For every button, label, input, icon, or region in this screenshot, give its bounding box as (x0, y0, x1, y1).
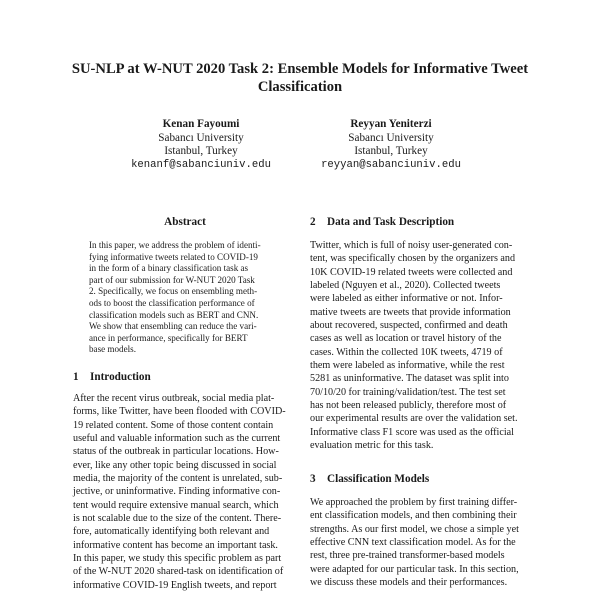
author-block-1 (101, 118, 301, 172)
body-line: strengths. As our first model, we chose a simple yet (310, 523, 519, 535)
body-line: informative COVID-19 English tweets, and report (73, 579, 277, 591)
section-number: 1 (73, 371, 79, 383)
section-title: Data and Task Description (327, 216, 455, 228)
author-name: Kenan Fayoumi (162, 118, 240, 130)
body-line: ever, like any other topic being discussed in social (73, 459, 277, 471)
author-location: Istanbul, Turkey (354, 145, 428, 158)
body-line: were adapted for our particular task. In this section, (310, 563, 519, 575)
body-line: We approached the problem by first training differ- (310, 497, 518, 508)
body-line: status of the outbreak in particular locations. How- (73, 446, 279, 458)
body-line: our experimental results are over the validation set. (310, 413, 518, 425)
section-body-introduction (73, 392, 297, 592)
author-name: Reyyan Yeniterzi (350, 118, 432, 130)
abstract-body (89, 240, 281, 356)
body-line: media, the majority of the content is unrelated, sub- (73, 473, 283, 485)
body-line: has not been released publicly, therefore most of (310, 400, 507, 412)
body-line: 70/10/20 for training/validation/test. The test set (310, 386, 506, 398)
abstract-line: ance in performance, specifically for BERT (89, 332, 248, 343)
abstract-line: part of our submission for W-NUT 2020 Task (89, 274, 255, 285)
body-line: is not scalable due to the size of the content. There- (73, 513, 282, 525)
body-line: them were labeled as informative, while the rest (310, 360, 505, 372)
section-number: 2 (310, 216, 316, 228)
body-line: After the recent virus outbreak, social media plat- (73, 393, 275, 404)
author-affiliation: Sabancı University (348, 131, 434, 144)
body-line: 19 related content. Some of those content contain (73, 419, 274, 431)
body-line: cases as well as location or travel history of the (310, 333, 502, 345)
body-line: useful and valuable information such as the current (73, 433, 281, 445)
body-line: mative tweets are tweets that provide information (310, 306, 511, 318)
body-line: cases. Within the collected 10K tweets, 4719 of (310, 346, 503, 358)
section-number: 3 (310, 473, 316, 485)
body-line: tent, was specifically chosen by the organizers and (310, 253, 516, 265)
body-line: 10K COVID-19 related tweets were collected and (310, 266, 513, 278)
paper-title (60, 60, 540, 96)
author-location: Istanbul, Turkey (164, 145, 238, 158)
title-line-2: Classification (257, 79, 343, 95)
body-line: Informative class F1 score was used as the official (310, 426, 514, 438)
body-line: forms, like Twitter, have been flooded with COVID- (73, 406, 286, 418)
body-line: In this paper, we study this specific problem as part (73, 553, 282, 565)
body-line: labeled (Nguyen et al., 2020). Collected tweets (310, 280, 501, 292)
body-line: about recovered, suspected, confirmed and death (310, 320, 508, 332)
author-affiliation: Sabancı University (158, 131, 244, 144)
body-line: rest, three pre-trained transformer-based models (310, 550, 505, 562)
author-block-2 (291, 118, 491, 172)
body-line: fore, automatically identifying both relevant and (73, 526, 270, 538)
body-line: of the W-NUT 2020 shared-task on identification of (73, 566, 284, 578)
body-line: tent would require extensive manual search, which (73, 499, 279, 511)
abstract-heading: Abstract (164, 216, 206, 228)
body-line: effective CNN text classification model. As for the (310, 537, 516, 549)
abstract-line: fying informative tweets related to COVID-19 (89, 251, 258, 262)
section-heading-introduction (73, 370, 151, 384)
author-email: kenanf@sabanciuniv.edu (131, 158, 271, 171)
section-heading-data-and-task (310, 215, 454, 229)
section-title: Introduction (90, 371, 151, 383)
body-line: informative content has become an important task. (73, 539, 278, 551)
section-heading-classification-models (310, 472, 429, 486)
title-line-1: SU-NLP at W-NUT 2020 Task 2: Ensemble Models for Informative Tweet (71, 61, 529, 77)
body-line: ent classification models, and then combining their (310, 510, 517, 522)
abstract-line: ods to boost the classification performance of (89, 297, 255, 308)
section-body-classification-models (310, 496, 533, 589)
abstract-line: in the form of a binary classification task as (89, 263, 249, 274)
abstract-line: We show that ensembling can reduce the vari- (89, 321, 257, 332)
body-line: we discuss these models and their performances. (310, 577, 508, 589)
abstract-line: classification models such as BERT and CNN. (89, 309, 259, 320)
body-line: 5281 as uninformative. The dataset was split into (310, 373, 509, 385)
body-line: Twitter, which is full of noisy user-generated con- (310, 240, 513, 251)
abstract-line: 2. Specifically, we focus on ensembling meth- (89, 286, 258, 297)
body-line: evaluation metric for this task. (310, 440, 434, 452)
body-line: jective, or uninformative. Finding informative con- (73, 486, 281, 498)
author-email: reyyan@sabanciuniv.edu (321, 158, 461, 171)
abstract-line: In this paper, we address the problem of identi- (89, 240, 261, 250)
section-title: Classification Models (327, 473, 430, 485)
body-line: were labeled as either informative or not. Infor- (310, 293, 503, 305)
abstract-line: base models. (89, 344, 136, 355)
section-body-data-and-task (310, 239, 533, 453)
